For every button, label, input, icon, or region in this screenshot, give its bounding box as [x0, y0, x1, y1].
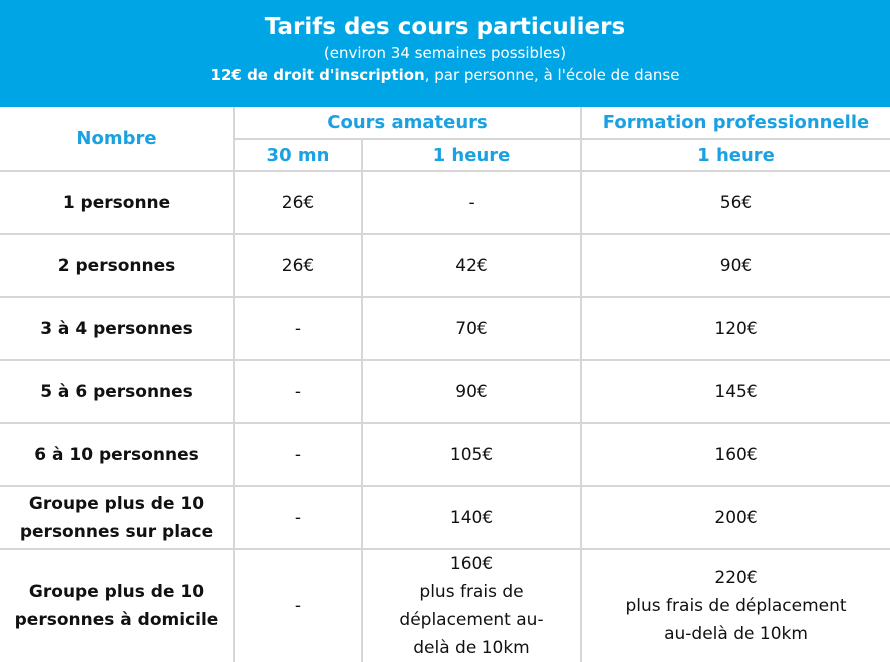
price-line: déplacement au-	[399, 610, 544, 630]
price-1h-pro: 145€	[581, 360, 890, 423]
table-row	[0, 171, 890, 234]
price-1h-amateur: 70€	[362, 297, 581, 360]
row-label-line: Groupe plus de 10	[28, 582, 205, 602]
price-30mn: -	[234, 360, 362, 423]
table-header-row	[0, 107, 890, 139]
registration-fee-line	[0, 64, 890, 86]
table-row	[0, 234, 890, 297]
registration-fee-amount: 12€ de droit d'inscription	[210, 66, 425, 84]
table-row	[0, 360, 890, 423]
column-header-formation-professionnelle: Formation professionnelle	[581, 107, 890, 139]
row-label	[0, 486, 234, 549]
registration-fee-detail: , par personne, à l'école de danse	[424, 66, 680, 84]
price-30mn: 26€	[234, 234, 362, 297]
price-1h-pro: 90€	[581, 234, 890, 297]
price-1h-amateur: 105€	[362, 423, 581, 486]
table-row	[0, 297, 890, 360]
table-row	[0, 486, 890, 549]
row-label: 5 à 6 personnes	[0, 360, 234, 423]
row-label: 3 à 4 personnes	[0, 297, 234, 360]
price-1h-pro: 120€	[581, 297, 890, 360]
column-header-cours-amateurs: Cours amateurs	[234, 107, 581, 139]
price-1h-pro: 160€	[581, 423, 890, 486]
price-line: delà de 10km	[413, 638, 530, 658]
price-1h-amateur: -	[362, 171, 581, 234]
price-1h-amateur: 42€	[362, 234, 581, 297]
page-title: Tarifs des cours particuliers	[264, 14, 626, 40]
price-1h-amateur: 90€	[362, 360, 581, 423]
price-line: plus frais de	[419, 582, 524, 602]
subheader-30mn: 30 mn	[234, 139, 362, 171]
price-1h-pro	[581, 549, 890, 662]
page-header	[0, 0, 890, 107]
price-line: au-delà de 10km	[664, 624, 808, 644]
page-subtitle: (environ 34 semaines possibles)	[323, 44, 567, 62]
row-label-line: personnes à domicile	[14, 610, 219, 630]
column-header-nombre: Nombre	[0, 107, 234, 171]
price-30mn: -	[234, 423, 362, 486]
row-label: 1 personne	[0, 171, 234, 234]
price-30mn: 26€	[234, 171, 362, 234]
subheader-1-heure-pro: 1 heure	[581, 139, 890, 171]
row-label-line: personnes sur place	[19, 521, 214, 542]
price-1h-pro: 56€	[581, 171, 890, 234]
price-1h-pro: 200€	[581, 486, 890, 549]
table-row	[0, 549, 890, 662]
pricing-table	[0, 107, 890, 662]
row-label	[0, 549, 234, 662]
price-line: 220€	[714, 568, 758, 588]
price-1h-amateur: 140€	[362, 486, 581, 549]
row-label-line: Groupe plus de 10	[28, 493, 205, 514]
price-1h-amateur	[362, 549, 581, 662]
price-30mn: -	[234, 549, 362, 662]
table-row	[0, 423, 890, 486]
price-30mn: -	[234, 297, 362, 360]
subheader-1-heure-amateur: 1 heure	[362, 139, 581, 171]
row-label: 6 à 10 personnes	[0, 423, 234, 486]
price-line: plus frais de déplacement	[625, 596, 847, 616]
price-line: 160€	[449, 554, 494, 574]
row-label: 2 personnes	[0, 234, 234, 297]
price-30mn: -	[234, 486, 362, 549]
